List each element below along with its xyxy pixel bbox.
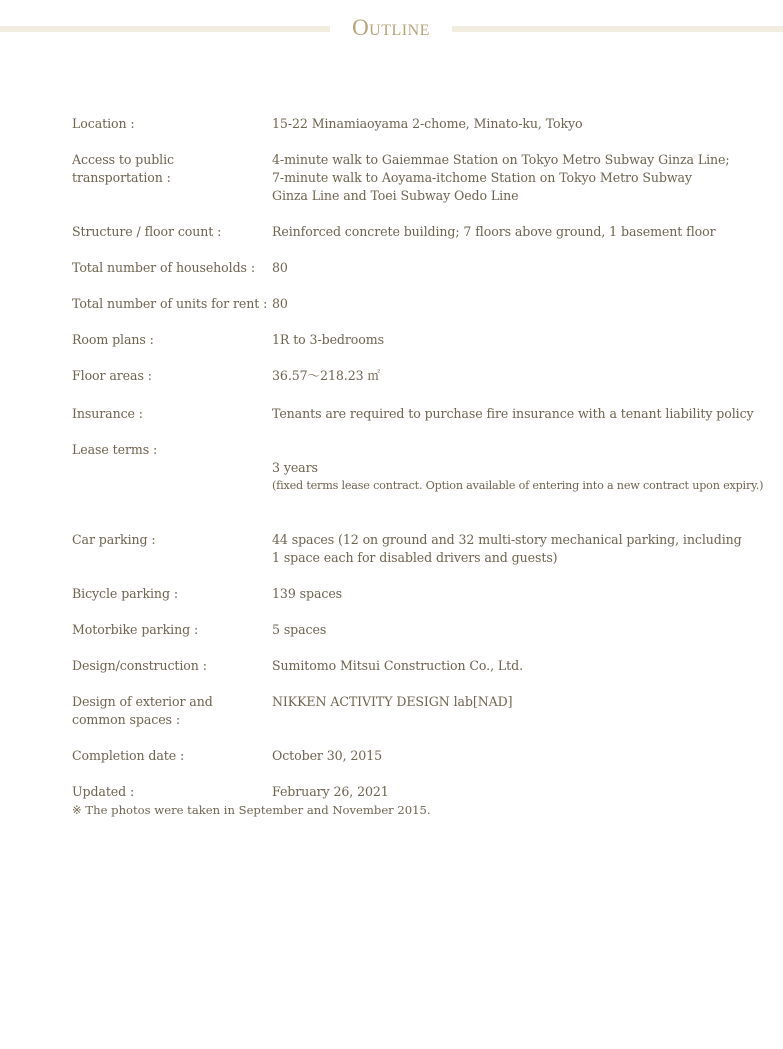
row-value: 80 — [272, 260, 288, 275]
row-value — [272, 441, 783, 513]
outline-row-completion-date — [72, 747, 783, 765]
row-label: Motorbike parking : — [72, 622, 199, 637]
row-value: February 26, 2021 — [272, 784, 389, 799]
outline-row-bicycle-parking — [72, 585, 783, 603]
row-value: 36.57～218.23 ㎡ — [272, 368, 380, 383]
row-value: 15-22 Minamiaoyama 2-chome, Minato-ku, Tokyo — [272, 116, 583, 131]
row-label: Floor areas : — [72, 368, 152, 383]
row-value: 44 spaces (12 on ground and 32 multi-story mechanical parking, including 1 space each for disabled drivers and guests) — [272, 532, 742, 565]
row-value: 139 spaces — [272, 586, 343, 601]
section-title: Outline — [352, 15, 430, 40]
row-label: Car parking : — [72, 532, 156, 547]
row-value: October 30, 2015 — [272, 748, 383, 763]
outline-row-car-parking — [72, 531, 783, 567]
outline-row-lease-terms — [72, 441, 783, 513]
section-heading — [0, 14, 783, 44]
outline-row-access — [72, 151, 783, 205]
row-label: Bicycle parking : — [72, 586, 178, 601]
outline-row-location — [72, 115, 783, 133]
outline-row-households — [72, 259, 783, 277]
row-value: 4-minute walk to Gaiemmae Station on Tokyo Metro Subway Ginza Line; 7-minute walk to Aoyama-itchome Station on Tokyo Metro Subway Ginza Line and Toei Subway Oedo Line — [272, 152, 730, 203]
row-value: 1R to 3-bedrooms — [272, 332, 384, 347]
row-label: Structure / floor count : — [72, 224, 222, 239]
outline-row-updated — [72, 783, 783, 801]
photo-footnote: ※ The photos were taken in September and November 2015. — [72, 803, 431, 817]
row-value: 80 — [272, 296, 288, 311]
row-value: Reinforced concrete building; 7 floors above ground, 1 basement floor — [272, 224, 716, 239]
row-value: Tenants are required to purchase fire insurance with a tenant liability policy — [272, 406, 754, 421]
outline-row-design-construction — [72, 657, 783, 675]
row-label: Total number of units for rent : — [72, 296, 268, 311]
row-label: Updated : — [72, 784, 135, 799]
heading-divider-right — [452, 26, 783, 32]
outline-list — [72, 115, 783, 801]
row-label: Insurance : — [72, 406, 143, 421]
row-label: Access to public transportation : — [72, 152, 174, 185]
row-label: Room plans : — [72, 332, 154, 347]
outline-row-insurance — [72, 405, 783, 423]
outline-row-structure — [72, 223, 783, 241]
row-label: Design/construction : — [72, 658, 207, 673]
row-label: Location : — [72, 116, 135, 131]
row-label: Lease terms : — [72, 442, 158, 457]
row-label: Completion date : — [72, 748, 185, 763]
outline-row-units-for-rent — [72, 295, 783, 313]
outline-row-floor-areas — [72, 367, 783, 385]
row-value: 5 spaces — [272, 622, 327, 637]
heading-divider-left — [0, 26, 330, 32]
outline-row-room-plans — [72, 331, 783, 349]
row-label: Design of exterior and common spaces : — [72, 694, 213, 727]
row-value: Sumitomo Mitsui Construction Co., Ltd. — [272, 658, 523, 673]
row-value: NIKKEN ACTIVITY DESIGN lab[NAD] — [272, 694, 513, 709]
row-value-note: (fixed terms lease contract. Option available of entering into a new contract upon expiry.) — [272, 479, 764, 492]
row-label: Total number of households : — [72, 260, 255, 275]
row-value-main: 3 years — [272, 460, 318, 475]
outline-row-motorbike-parking — [72, 621, 783, 639]
outline-row-exterior-design — [72, 693, 783, 729]
